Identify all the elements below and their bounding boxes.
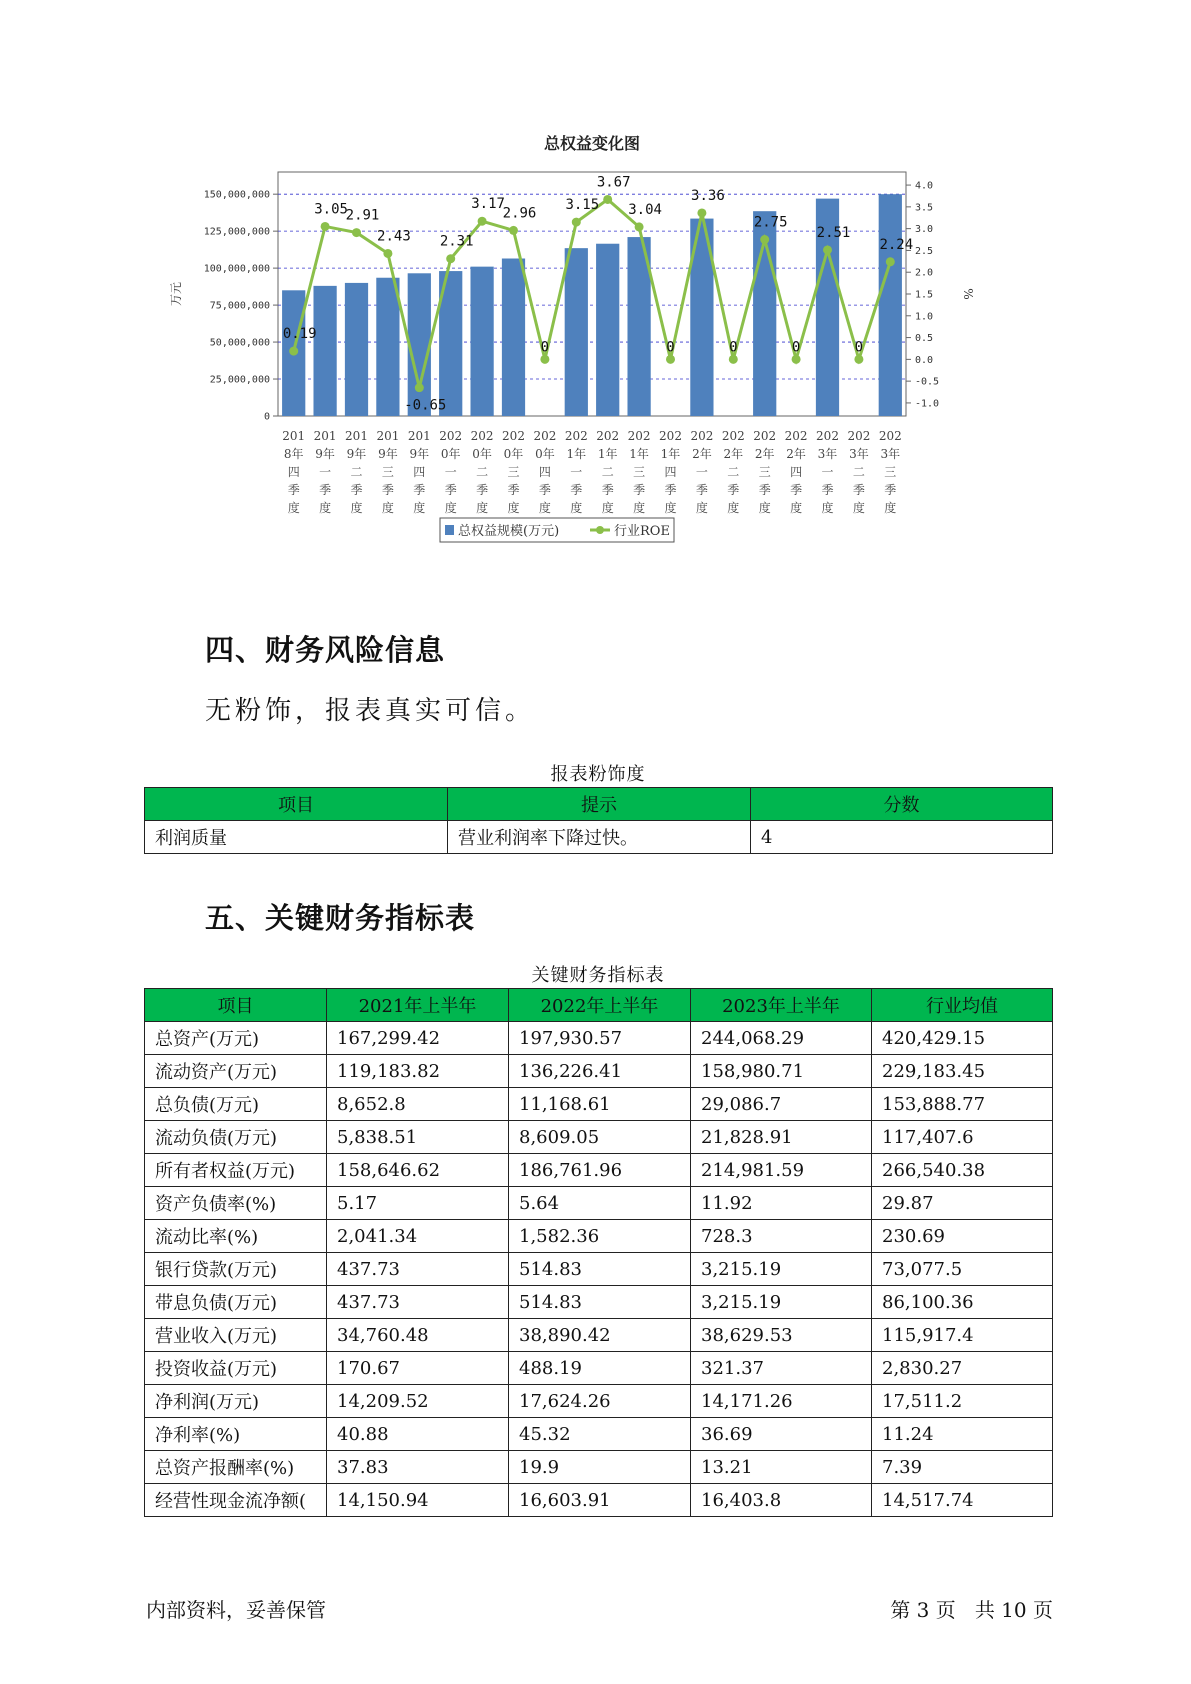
table-cell: 45.32 (509, 1418, 691, 1451)
table-cell: 流动负债(万元) (145, 1121, 327, 1154)
table-cell: 14,517.74 (872, 1484, 1053, 1517)
footer-confidential: 内部资料，妥善保管 (146, 1598, 326, 1622)
table-cell: 5,838.51 (327, 1121, 509, 1154)
table-row (145, 1451, 1053, 1484)
table-cell: 3,215.19 (691, 1253, 872, 1286)
table-cell: 11,168.61 (509, 1088, 691, 1121)
table-cell: 4 (751, 821, 1053, 854)
table-row (145, 1154, 1053, 1187)
x-tick-label: 季 (507, 483, 520, 497)
x-tick-label: 四 (287, 465, 300, 479)
x-tick-label: 202 (596, 429, 620, 443)
roe-point (635, 222, 644, 231)
x-tick-label: 2年 (723, 447, 744, 461)
table-cell: 11.24 (872, 1418, 1053, 1451)
x-tick-label: 季 (538, 483, 551, 497)
table-cell: 5.17 (327, 1187, 509, 1220)
x-tick-label: 度 (884, 501, 897, 515)
x-tick-label: 度 (350, 501, 363, 515)
x-tick-label: 202 (439, 429, 463, 443)
x-tick-label: 三 (507, 465, 520, 479)
x-tick-label: 一 (821, 465, 834, 479)
roe-data-label: 2.24 (879, 236, 914, 253)
x-tick-label: 9年 (346, 447, 367, 461)
x-tick-label: 8年 (283, 447, 304, 461)
table-cell: 5.64 (509, 1187, 691, 1220)
x-tick-label: 二 (601, 465, 614, 479)
table-row (145, 1319, 1053, 1352)
left-tick-label: 150,000,000 (203, 189, 270, 201)
table-cell: 488.19 (509, 1352, 691, 1385)
x-tick-label: 1年 (597, 447, 618, 461)
x-tick-label: 度 (381, 501, 394, 515)
table-cell: 营业利润率下降过快。 (448, 821, 751, 854)
roe-point (352, 228, 361, 237)
table-cell: 14,150.94 (327, 1484, 509, 1517)
table-cell: 728.3 (691, 1220, 872, 1253)
x-tick-label: 季 (570, 483, 583, 497)
table-cell: 86,100.36 (872, 1286, 1053, 1319)
x-tick-label: 201 (282, 429, 306, 443)
equity-bar (596, 244, 619, 416)
table-cell: 153,888.77 (872, 1088, 1053, 1121)
x-tick-label: 度 (601, 501, 614, 515)
x-tick-label: 1年 (566, 447, 587, 461)
x-tick-label: 202 (470, 429, 494, 443)
table-cell: 总资产(万元) (145, 1022, 327, 1055)
x-tick-label: 202 (816, 429, 839, 443)
table-cell: 136,226.41 (509, 1055, 691, 1088)
column-header: 提示 (448, 788, 751, 821)
x-tick-label: 1年 (629, 447, 649, 461)
left-tick-label: 100,000,000 (203, 263, 270, 275)
x-tick-label: 季 (319, 483, 332, 497)
x-tick-label: 度 (664, 501, 677, 515)
roe-data-label: 3.15 (565, 197, 600, 214)
kpi-table-caption: 关键财务指标表 (531, 965, 665, 986)
x-tick-label: 度 (507, 501, 520, 515)
x-tick-label: 二 (350, 465, 363, 479)
table-cell: 170.67 (327, 1352, 509, 1385)
right-tick-label: -0.5 (915, 376, 940, 388)
table-cell: 总负债(万元) (145, 1088, 327, 1121)
x-tick-label: 季 (758, 483, 771, 497)
table-cell: 19.9 (509, 1451, 691, 1484)
table-cell: 244,068.29 (691, 1022, 872, 1055)
x-tick-label: 季 (884, 483, 897, 497)
x-tick-label: 2年 (754, 447, 775, 461)
right-tick-label: 3.0 (915, 224, 934, 236)
column-header: 2023年上半年 (691, 989, 872, 1022)
roe-data-label: 0 (540, 339, 550, 356)
table-cell: 34,760.48 (327, 1319, 509, 1352)
column-header: 2021年上半年 (327, 989, 509, 1022)
table-cell: 158,646.62 (327, 1154, 509, 1187)
right-tick-label: 0.0 (915, 354, 934, 366)
roe-point (697, 208, 706, 217)
table-cell: 38,890.42 (509, 1319, 691, 1352)
roe-data-label: 0 (666, 339, 675, 356)
roe-data-label: 2.96 (502, 205, 537, 222)
right-tick-label: -1.0 (915, 398, 940, 410)
right-tick-label: 0.5 (915, 333, 934, 345)
table-cell: 115,917.4 (872, 1319, 1053, 1352)
x-tick-label: 2年 (786, 447, 806, 461)
table-row (145, 1088, 1053, 1121)
table-row (145, 821, 1053, 854)
roe-point (289, 347, 298, 356)
table-cell: 158,980.71 (691, 1055, 872, 1088)
key-indicators-body (145, 1022, 1053, 1517)
right-tick-label: 3.5 (915, 202, 934, 214)
x-tick-label: 202 (564, 429, 588, 443)
x-tick-label: 一 (695, 465, 708, 479)
equity-bar (408, 273, 431, 416)
x-tick-label: 201 (345, 429, 368, 443)
table-cell: 8,652.8 (327, 1088, 509, 1121)
roe-data-label: 2.91 (345, 207, 380, 224)
table-row (145, 1220, 1053, 1253)
roe-data-label: 3.04 (628, 201, 662, 218)
x-tick-label: 二 (476, 465, 489, 479)
x-tick-label: 度 (413, 501, 426, 515)
equity-bar (345, 283, 368, 416)
table-cell: 1,582.36 (509, 1220, 691, 1253)
table-row (145, 1484, 1053, 1517)
legend-line-marker (596, 526, 604, 534)
table-cell: 投资收益(万元) (145, 1352, 327, 1385)
legend-line-label: 行业ROE (614, 524, 670, 539)
table-cell: 266,540.38 (872, 1154, 1053, 1187)
table-cell: 37.83 (327, 1451, 509, 1484)
x-tick-label: 度 (476, 501, 489, 515)
key-indicators-table (144, 988, 1053, 1517)
table-cell: 167,299.42 (327, 1022, 509, 1055)
x-tick-label: 9年 (315, 447, 335, 461)
x-tick-label: 0年 (503, 447, 524, 461)
x-tick-label: 四 (538, 465, 551, 479)
x-tick-label: 三 (633, 465, 646, 479)
chart-title: 总权益变化图 (543, 134, 641, 153)
x-tick-label: 度 (538, 501, 551, 515)
table-cell: 321.37 (691, 1352, 872, 1385)
x-tick-label: 202 (627, 429, 651, 443)
x-tick-label: 三 (884, 465, 897, 479)
x-tick-label: 二 (727, 465, 740, 479)
column-header: 2022年上半年 (509, 989, 691, 1022)
table-row (145, 1352, 1053, 1385)
section-heading-financial-risk: 四、财务风险信息 (205, 633, 446, 667)
equity-bar (313, 286, 336, 416)
x-tick-label: 2年 (692, 447, 712, 461)
x-tick-label: 202 (721, 429, 745, 443)
x-tick-label: 度 (287, 501, 300, 515)
roe-data-label: 3.36 (691, 187, 725, 204)
equity-bar (376, 278, 399, 416)
x-tick-label: 四 (664, 465, 677, 479)
x-tick-label: 季 (381, 483, 394, 497)
risk-table-caption: 报表粉饰度 (550, 764, 646, 785)
roe-data-label: 0 (791, 339, 801, 356)
roe-data-label: 0.19 (282, 326, 317, 343)
legend-bar-swatch (445, 525, 454, 535)
left-tick-label: 25,000,000 (209, 374, 270, 386)
x-tick-label: 一 (319, 465, 332, 479)
x-tick-label: 202 (784, 429, 808, 443)
table-row (145, 1121, 1053, 1154)
x-tick-label: 季 (695, 483, 708, 497)
table-cell: 16,403.8 (691, 1484, 872, 1517)
right-tick-label: 2.0 (915, 267, 934, 279)
equity-bar (470, 267, 493, 416)
roe-point (572, 218, 581, 227)
x-tick-label: 202 (690, 429, 714, 443)
roe-data-label: 2.75 (753, 214, 788, 231)
x-tick-label: 0年 (472, 447, 492, 461)
table-cell: 17,511.2 (872, 1385, 1053, 1418)
table-cell: 2,041.34 (327, 1220, 509, 1253)
table-cell: 8,609.05 (509, 1121, 691, 1154)
column-header: 项目 (145, 788, 448, 821)
table-cell: 7.39 (872, 1451, 1053, 1484)
x-tick-label: 202 (753, 429, 777, 443)
table-cell: 流动资产(万元) (145, 1055, 327, 1088)
table-row (145, 1055, 1053, 1088)
roe-point (792, 355, 801, 364)
x-tick-label: 度 (695, 501, 708, 515)
x-tick-label: 201 (376, 429, 400, 443)
table-cell: 437.73 (327, 1286, 509, 1319)
table-cell: 资产负债率(%) (145, 1187, 327, 1220)
table-row (145, 1418, 1053, 1451)
table-cell: 230.69 (872, 1220, 1053, 1253)
x-tick-label: 0年 (535, 447, 555, 461)
table-cell: 36.69 (691, 1418, 872, 1451)
left-tick-label: 0 (263, 411, 270, 423)
roe-point (729, 355, 738, 364)
x-tick-label: 一 (570, 465, 583, 479)
table-cell: 所有者权益(万元) (145, 1154, 327, 1187)
table-cell: 119,183.82 (327, 1055, 509, 1088)
x-tick-label: 度 (821, 501, 834, 515)
table-cell: 40.88 (327, 1418, 509, 1451)
roe-data-label: 0 (729, 339, 738, 356)
roe-point (415, 383, 424, 392)
x-tick-label: 季 (664, 483, 677, 497)
right-tick-label: 4.0 (915, 180, 934, 192)
table-cell: 437.73 (327, 1253, 509, 1286)
x-tick-label: 季 (633, 483, 646, 497)
x-tick-label: 四 (413, 465, 426, 479)
y-axis-label: 万元 (169, 281, 183, 307)
x-tick-label: 季 (287, 483, 300, 497)
x-tick-label: 度 (444, 501, 457, 515)
roe-point (509, 226, 518, 235)
roe-data-label: 2.51 (816, 224, 851, 241)
risk-table (144, 787, 1053, 854)
table-row (145, 1022, 1053, 1055)
table-cell: 38,629.53 (691, 1319, 872, 1352)
x-tick-label: 季 (444, 483, 457, 497)
table-row (145, 1253, 1053, 1286)
x-tick-label: 度 (758, 501, 771, 515)
x-tick-label: 季 (821, 483, 834, 497)
x-tick-label: 三 (381, 465, 394, 479)
table-cell: 净利率(%) (145, 1418, 327, 1451)
table-cell: 13.21 (691, 1451, 872, 1484)
x-tick-label: 度 (319, 501, 332, 515)
roe-data-label: 3.17 (471, 196, 505, 213)
table-cell: 营业收入(万元) (145, 1319, 327, 1352)
column-header: 分数 (751, 788, 1053, 821)
x-tick-label: 季 (790, 483, 803, 497)
left-tick-label: 125,000,000 (203, 226, 270, 238)
x-tick-label: 度 (790, 501, 803, 515)
x-tick-label: 二 (852, 465, 865, 479)
x-tick-label: 三 (758, 465, 771, 479)
table-cell: 73,077.5 (872, 1253, 1053, 1286)
table-cell: 利润质量 (145, 821, 448, 854)
table-cell: 带息负债(万元) (145, 1286, 327, 1319)
x-tick-label: 季 (350, 483, 363, 497)
x-tick-label: 0年 (440, 447, 461, 461)
equity-bar (879, 194, 902, 416)
financial-risk-text: 无粉饰，报表真实可信。 (205, 696, 536, 726)
roe-point (603, 195, 612, 204)
equity-bar (502, 259, 525, 416)
table-header-row (145, 788, 1053, 821)
x-tick-label: 202 (659, 429, 682, 443)
roe-point (540, 355, 549, 364)
roe-point (666, 355, 675, 364)
roe-point (823, 245, 832, 254)
table-cell: 420,429.15 (872, 1022, 1053, 1055)
x-tick-label: 9年 (409, 447, 430, 461)
x-tick-label: 1年 (660, 447, 681, 461)
column-header: 行业均值 (872, 989, 1053, 1022)
x-tick-label: 3年 (880, 447, 901, 461)
section-heading-key-indicators: 五、关键财务指标表 (205, 901, 476, 935)
roe-point (854, 355, 863, 364)
x-tick-label: 202 (878, 429, 902, 443)
x-tick-label: 3年 (817, 447, 838, 461)
left-tick-label: 50,000,000 (209, 337, 270, 349)
x-tick-label: 季 (476, 483, 489, 497)
table-cell: 流动比率(%) (145, 1220, 327, 1253)
roe-data-label: 0 (854, 339, 864, 356)
roe-data-label: 2.31 (439, 233, 474, 250)
table-row (145, 1385, 1053, 1418)
table-cell: 21,828.91 (691, 1121, 872, 1154)
equity-bar (565, 248, 588, 416)
table-cell: 197,930.57 (509, 1022, 691, 1055)
x-tick-label: 季 (413, 483, 426, 497)
table-cell: 17,624.26 (509, 1385, 691, 1418)
table-cell: 186,761.96 (509, 1154, 691, 1187)
table-cell: 229,183.45 (872, 1055, 1053, 1088)
roe-point (886, 257, 895, 266)
legend-bar-label: 总权益规模(万元) (458, 524, 560, 539)
table-cell: 经营性现金流净额( (145, 1484, 327, 1517)
roe-point (383, 249, 392, 258)
roe-data-label: 3.67 (596, 174, 631, 191)
y2-axis-label: % (961, 288, 975, 300)
x-tick-label: 季 (727, 483, 740, 497)
x-tick-label: 四 (790, 465, 803, 479)
footer-page-number: 第 3 页 共 10 页 (890, 1598, 1053, 1622)
roe-point (321, 222, 330, 231)
x-tick-label: 度 (727, 501, 740, 515)
x-tick-label: 度 (852, 501, 865, 515)
x-tick-label: 202 (533, 429, 557, 443)
x-tick-label: 一 (444, 465, 457, 479)
roe-data-label: -0.65 (404, 397, 447, 414)
roe-data-label: 3.05 (314, 201, 348, 218)
x-tick-label: 9年 (378, 447, 398, 461)
roe-data-label: 2.43 (377, 228, 411, 245)
table-cell: 214,981.59 (691, 1154, 872, 1187)
x-tick-label: 度 (570, 501, 583, 515)
x-tick-label: 202 (847, 429, 871, 443)
x-tick-label: 季 (601, 483, 614, 497)
table-cell: 总资产报酬率(%) (145, 1451, 327, 1484)
equity-chart (160, 130, 1060, 590)
table-row (145, 1187, 1053, 1220)
table-row (145, 1286, 1053, 1319)
table-cell: 514.83 (509, 1253, 691, 1286)
table-cell: 14,171.26 (691, 1385, 872, 1418)
table-cell: 16,603.91 (509, 1484, 691, 1517)
right-tick-label: 1.0 (915, 311, 934, 323)
right-tick-label: 1.5 (915, 289, 934, 301)
column-header: 项目 (145, 989, 327, 1022)
table-cell: 2,830.27 (872, 1352, 1053, 1385)
x-tick-label: 202 (502, 429, 525, 443)
table-cell: 14,209.52 (327, 1385, 509, 1418)
x-tick-label: 201 (407, 429, 431, 443)
table-cell: 3,215.19 (691, 1286, 872, 1319)
table-cell: 29.87 (872, 1187, 1053, 1220)
x-tick-label: 201 (313, 429, 337, 443)
roe-point (478, 217, 487, 226)
roe-point (760, 235, 769, 244)
table-header-row (145, 989, 1053, 1022)
table-cell: 银行贷款(万元) (145, 1253, 327, 1286)
right-tick-label: 2.5 (915, 245, 934, 257)
table-cell: 净利润(万元) (145, 1385, 327, 1418)
x-tick-label: 季 (852, 483, 865, 497)
table-cell: 514.83 (509, 1286, 691, 1319)
left-tick-label: 75,000,000 (209, 300, 270, 312)
table-cell: 117,407.6 (872, 1121, 1053, 1154)
x-tick-label: 3年 (849, 447, 869, 461)
table-cell: 29,086.7 (691, 1088, 872, 1121)
x-tick-label: 度 (633, 501, 646, 515)
roe-point (446, 254, 455, 263)
table-cell: 11.92 (691, 1187, 872, 1220)
